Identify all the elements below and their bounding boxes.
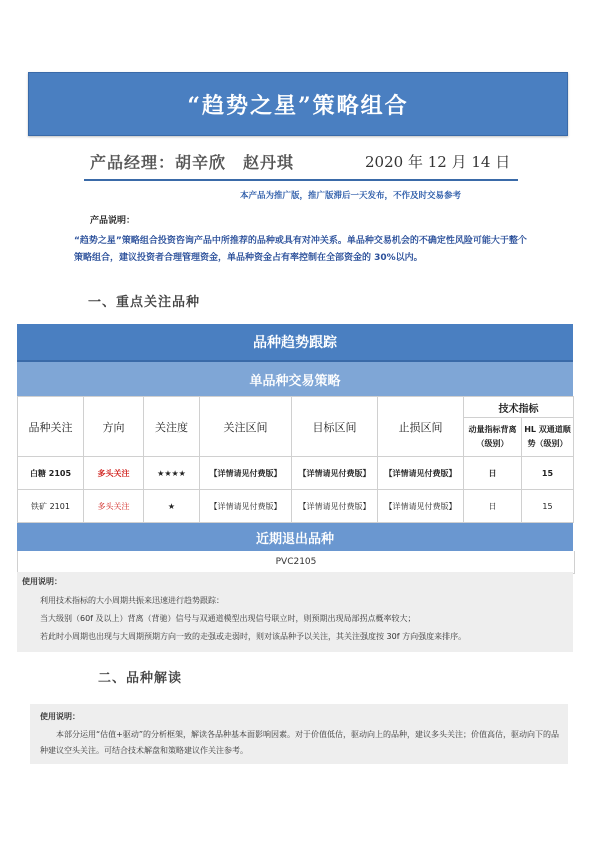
publish-notice: 本产品为推广版，推广版滞后一天发布，不作及时交易参考 — [240, 191, 462, 201]
cell-momentum: 日 — [464, 457, 522, 490]
header-divider — [84, 179, 518, 181]
cell-attention: ★★★★ — [144, 457, 200, 490]
cell-target: 【详情请见付费版】 — [292, 490, 378, 523]
cell-hl: 15 — [522, 490, 574, 523]
header-direction: 方向 — [84, 397, 144, 457]
product-desc: “趋势之星”策略组合投资咨询产品中所推荐的品种或具有对冲关系。单品种交易机会的不确定性风险可能大于整个策略组合，建议投资者合理管理资金，单品种资金占有率控制在全部资金的 30%以内。 — [74, 236, 527, 263]
cell-focus: 【详情请见付费版】 — [200, 457, 292, 490]
usage1-line: 当大级别（60f 及以上）背离（背驰）信号与双通道模型出现信号联立时，则预期出现局部拐点概率较大； — [40, 614, 416, 623]
header-variety: 品种关注 — [18, 397, 84, 457]
usage1-label: 使用说明： — [22, 577, 62, 586]
cell-momentum: 日 — [464, 490, 522, 523]
section-heading-focus: 一、重点关注品种 — [88, 295, 201, 310]
usage1-line: 若此时小周期也出现与大周期预期方向一致的走强或走弱时，则对该品种予以关注，其关注强度按 30f 方向强度来排序。 — [40, 632, 467, 641]
cell-target: 【详情请见付费版】 — [292, 457, 378, 490]
manager-line — [90, 150, 294, 173]
cell-attention: ★ — [144, 490, 200, 523]
cell-direction: 多头关注 — [84, 490, 144, 523]
cell-variety: 白糖 2105 — [18, 457, 84, 490]
table-band-title: 品种趋势跟踪 — [17, 324, 573, 362]
table-row — [18, 457, 574, 490]
title-banner — [28, 72, 568, 136]
cell-direction: 多头关注 — [84, 457, 144, 490]
header-stop-range: 止损区间 — [378, 397, 464, 457]
header-hl: HL 双通道顺势（级别） — [522, 418, 574, 457]
cell-stop: 【详情请见付费版】 — [378, 457, 464, 490]
exit-items: PVC2105 — [17, 551, 575, 574]
trend-table — [17, 324, 573, 574]
section-heading-analysis: 二、品种解读 — [98, 671, 183, 686]
header-target-range: 目标区间 — [292, 397, 378, 457]
cell-variety: 铁矿 2101 — [18, 490, 84, 523]
manager-names: 胡辛欣 赵丹琪 — [175, 153, 295, 172]
header-tech: 技术指标 — [464, 397, 574, 418]
strategy-grid — [17, 396, 574, 523]
usage1-line: 利用技术指标的大小周期共振来迅速进行趋势跟踪： — [40, 596, 224, 605]
report-date: 2020 年 12 月 14 日 — [365, 153, 511, 171]
exit-band-title: 近期退出品种 — [17, 523, 573, 551]
page-title: “趋势之星”策略组合 — [187, 92, 409, 119]
cell-focus: 【详情请见付费版】 — [200, 490, 292, 523]
header-focus-range: 关注区间 — [200, 397, 292, 457]
table-band-subtitle: 单品种交易策略 — [17, 362, 573, 396]
usage2-text: 本部分运用“估值+驱动”的分析框架，解读各品种基本面影响因素。对于价值低估，驱动向上的品种，建议多头关注；价值高估，驱动向下的品种建议空头关注。可结合技术解盘和策略建议作关注参考。 — [40, 730, 559, 755]
cell-hl: 15 — [522, 457, 574, 490]
header-momentum: 动量指标背离（级别） — [464, 418, 522, 457]
usage2-label: 使用说明： — [40, 712, 80, 721]
header-attention: 关注度 — [144, 397, 200, 457]
table-row — [18, 490, 574, 523]
cell-stop: 【详情请见付费版】 — [378, 490, 464, 523]
manager-label: 产品经理： — [90, 153, 176, 172]
product-desc-label: 产品说明： — [90, 216, 136, 226]
